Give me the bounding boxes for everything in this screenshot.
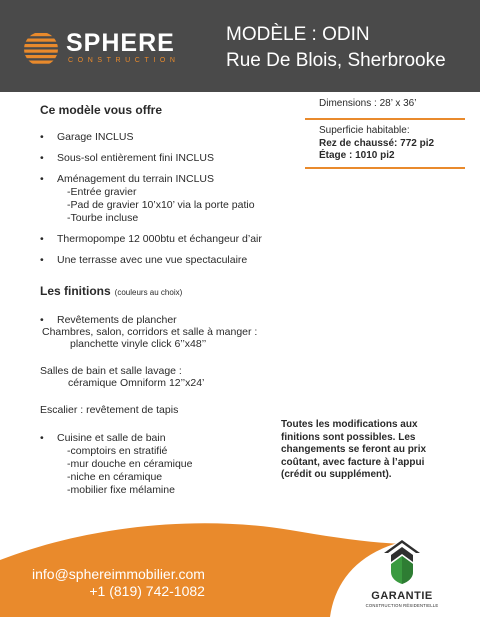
logo-subtitle: CONSTRUCTION xyxy=(68,57,180,64)
phone-link[interactable]: +1 (819) 742-1082 xyxy=(89,583,205,599)
garantie-wordmark: GARANTIE xyxy=(371,590,433,602)
floor-item: • Revêtements de plancher xyxy=(40,314,177,326)
specs-divider-bottom xyxy=(305,167,465,169)
upper-floor-area: Étage : 1010 pi2 xyxy=(319,150,395,161)
bullet-icon: • xyxy=(40,173,44,185)
sub-item: -comptoirs en stratifié xyxy=(67,445,168,457)
email-link[interactable]: info@sphereimmobilier.com xyxy=(32,566,205,582)
bullet-icon: • xyxy=(40,233,44,245)
bullet-icon: • xyxy=(40,432,44,444)
sub-item: -Pad de gravier 10’x10’ via la porte patio xyxy=(67,199,255,211)
offer-title: Ce modèle vous offre xyxy=(40,103,163,117)
sub-item: -niche en céramique xyxy=(67,471,163,483)
bath-material: céramique Omniform 12’’x24’ xyxy=(68,377,205,389)
list-item: • Cuisine et salle de bain -comptoirs en stratifié -mur douche en céramique -niche en céramique -mobilier fixe mélamine xyxy=(40,432,280,497)
stairs-text: Escalier : revêtement de tapis xyxy=(40,404,179,416)
bullet-icon: • xyxy=(40,314,44,326)
modifications-notice: Toutes les modifications aux finitions sont possibles. Les changements se feront au prix coûtant, avec facture à l’appui (crédit ou supplément). xyxy=(281,419,427,481)
specs-box xyxy=(305,96,465,169)
bath-label: Salles de bain et salle lavage : xyxy=(40,365,182,377)
contact-block xyxy=(32,566,205,600)
floor-rooms: Chambres, salon, corridors et salle à manger : xyxy=(42,326,258,338)
list-item: • Une terrasse avec une vue spectaculaire xyxy=(40,254,248,266)
finishes-title: Les finitions (couleurs au choix) xyxy=(40,284,183,298)
list-item: • Garage INCLUS xyxy=(40,131,134,143)
living-area: Superficie habitable: Rez de chaussé: 772 pi2 Étage : 1010 pi2 xyxy=(319,125,435,161)
list-item: • Sous-sol entièrement fini INCLUS xyxy=(40,152,214,164)
sub-item: -mobilier fixe mélamine xyxy=(67,484,175,496)
sphere-logo xyxy=(22,28,182,68)
sphere-logo-icon xyxy=(22,30,60,68)
bullet-icon: • xyxy=(40,254,44,266)
logo-wordmark: SPHERE xyxy=(66,29,175,57)
bullet-icon: • xyxy=(40,152,44,164)
floor-material: planchette vinyle click 6’’x48’’ xyxy=(70,338,207,350)
garantie-badge xyxy=(360,538,444,610)
sub-item: -Entrée gravier xyxy=(67,186,137,198)
house-shield-icon xyxy=(382,538,422,586)
dimensions: Dimensions : 28’ x 36’ xyxy=(319,98,417,109)
kitchen-list xyxy=(40,432,280,504)
sub-item: -Tourbe incluse xyxy=(67,212,139,224)
bullet-icon: • xyxy=(40,131,44,143)
model-title: MODÈLE : ODIN xyxy=(226,24,370,45)
list-item: • Aménagement du terrain INCLUS -Entrée gravier -Pad de gravier 10’x10’ via la porte patio -Tourbe incluse xyxy=(40,173,300,225)
list-item: • Thermopompe 12 000btu et échangeur d’air xyxy=(40,233,262,245)
model-address: Rue De Blois, Sherbrooke xyxy=(226,50,446,71)
offer-list xyxy=(40,131,300,274)
ground-floor-area: Rez de chaussé: 772 pi2 xyxy=(319,137,435,149)
page-header xyxy=(0,0,480,92)
sub-item: -mur douche en céramique xyxy=(67,458,193,470)
finishes-note: (couleurs au choix) xyxy=(114,288,183,297)
garantie-subtitle: CONSTRUCTION RÉSIDENTIELLE xyxy=(365,603,439,608)
